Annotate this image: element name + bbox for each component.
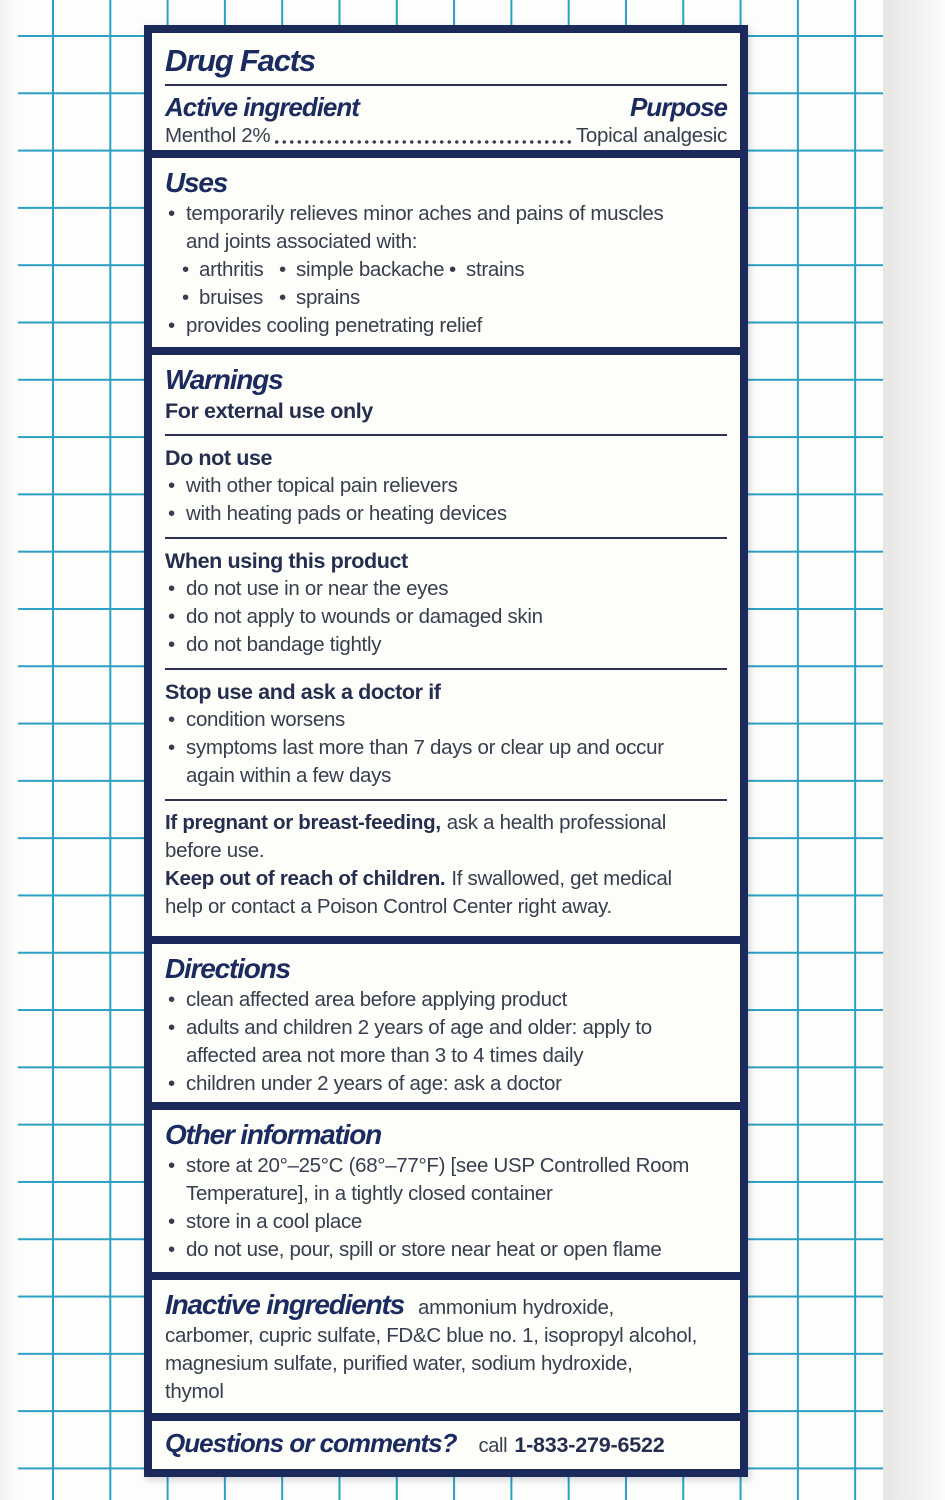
directions-bullet-2: • adults and children 2 years of age and older: apply to bbox=[165, 1014, 727, 1042]
when-using-heading: When using this product bbox=[165, 549, 408, 573]
section-divider bbox=[152, 347, 740, 355]
uses-sub-strains: • strains bbox=[447, 256, 524, 284]
warnings-rule-4 bbox=[165, 799, 727, 801]
active-purpose-row bbox=[165, 92, 727, 122]
stop-use-heading: Stop use and ask a doctor if bbox=[165, 680, 441, 704]
ingredient-name: Menthol 2% bbox=[165, 124, 271, 147]
section-directions bbox=[152, 944, 740, 1102]
children-rest: If swallowed, get medical bbox=[451, 867, 672, 890]
drug-facts-panel bbox=[144, 25, 748, 1477]
pregnant-bold: If pregnant or breast-feeding, bbox=[165, 811, 441, 834]
other-bullet-1-cont: Temperature], in a tightly closed container bbox=[186, 1182, 553, 1205]
warnings-heading: Warnings bbox=[165, 364, 283, 395]
call-label: call bbox=[478, 1435, 508, 1457]
inactive-line-1: ammonium hydroxide, bbox=[417, 1296, 614, 1319]
do-not-use-bullet-1: • with other topical pain relievers bbox=[165, 472, 727, 500]
uses-sub-sprains: • sprains bbox=[277, 284, 360, 312]
active-ingredient-label: Active ingredient bbox=[165, 92, 359, 122]
inactive-heading: Inactive ingredients bbox=[165, 1289, 404, 1320]
drug-facts-title: Drug Facts bbox=[165, 43, 315, 78]
when-using-bullet-3: • do not bandage tightly bbox=[165, 631, 727, 659]
pregnant-line-2: before use. bbox=[165, 839, 265, 862]
when-using-bullet-1: • do not use in or near the eyes bbox=[165, 575, 727, 603]
children-line-1 bbox=[165, 865, 727, 893]
other-bullet-1: • store at 20°–25°C (68°–77°F) [see USP Controlled Room bbox=[165, 1152, 727, 1180]
section-divider bbox=[152, 150, 740, 158]
pregnant-rest: ask a health professional bbox=[446, 811, 667, 834]
inactive-line-2: carbomer, cupric sulfate, FD&C blue no. 1, isopropyl alcohol, bbox=[165, 1324, 698, 1347]
dotted-leader bbox=[273, 122, 573, 150]
section-divider bbox=[152, 1102, 740, 1110]
uses-bullet-1-cont: and joints associated with: bbox=[186, 230, 418, 253]
children-bold: Keep out of reach of children. bbox=[165, 867, 446, 890]
uses-subrow-1 bbox=[165, 256, 727, 284]
ingredient-row bbox=[165, 122, 727, 150]
purpose-label: Purpose bbox=[629, 92, 727, 122]
section-uses bbox=[152, 158, 740, 347]
uses-sub-arthritis: • arthritis bbox=[180, 256, 277, 284]
page-left-edge bbox=[0, 0, 18, 1500]
questions-row bbox=[165, 1428, 727, 1460]
directions-bullet-2-cont: affected area not more than 3 to 4 times daily bbox=[186, 1044, 584, 1067]
section-inactive-ingredients bbox=[152, 1280, 740, 1413]
section-warnings bbox=[152, 355, 740, 936]
other-bullet-3: • do not use, pour, spill or store near heat or open flame bbox=[165, 1236, 727, 1264]
uses-sub-bruises: • bruises bbox=[180, 284, 277, 312]
section-divider bbox=[152, 1413, 740, 1421]
section-header bbox=[152, 33, 740, 150]
children-line-2: help or contact a Poison Control Center right away. bbox=[165, 895, 612, 918]
page-right-edge bbox=[883, 0, 945, 1500]
warnings-rule-1 bbox=[165, 434, 727, 436]
ingredient-purpose: Topical analgesic bbox=[575, 124, 727, 147]
warnings-rule-3 bbox=[165, 668, 727, 670]
questions-heading: Questions or comments? bbox=[165, 1428, 457, 1458]
inactive-line-4: thymol bbox=[165, 1380, 224, 1403]
stop-use-bullet-1: • condition worsens bbox=[165, 706, 727, 734]
uses-bullet-2: • provides cooling penetrating relief bbox=[165, 312, 727, 340]
other-info-heading: Other information bbox=[165, 1119, 382, 1150]
warnings-rule-2 bbox=[165, 537, 727, 539]
uses-heading: Uses bbox=[165, 167, 228, 198]
when-using-bullet-2: • do not apply to wounds or damaged skin bbox=[165, 603, 727, 631]
phone-number: 1-833-279-6522 bbox=[514, 1433, 665, 1457]
stop-use-bullet-2-cont: again within a few days bbox=[186, 764, 392, 787]
do-not-use-heading: Do not use bbox=[165, 446, 273, 470]
inactive-line-3: magnesium sulfate, purified water, sodium hydroxide, bbox=[165, 1352, 633, 1375]
title-rule bbox=[165, 84, 727, 86]
do-not-use-bullet-2: • with heating pads or heating devices bbox=[165, 500, 727, 528]
stop-use-bullet-2: • symptoms last more than 7 days or clear up and occur bbox=[165, 734, 727, 762]
uses-subrow-2 bbox=[165, 284, 727, 312]
inactive-heading-row bbox=[165, 1288, 727, 1322]
section-questions bbox=[152, 1421, 740, 1469]
uses-bullet-1: • temporarily relieves minor aches and pains of muscles bbox=[165, 200, 727, 228]
section-divider bbox=[152, 936, 740, 944]
external-use-text: For external use only bbox=[165, 399, 373, 423]
section-other-information bbox=[152, 1110, 740, 1272]
pregnant-line-1 bbox=[165, 809, 727, 837]
directions-heading: Directions bbox=[165, 953, 290, 984]
other-bullet-2: • store in a cool place bbox=[165, 1208, 727, 1236]
directions-bullet-1: • clean affected area before applying product bbox=[165, 986, 727, 1014]
directions-bullet-3: • children under 2 years of age: ask a doctor bbox=[165, 1070, 727, 1098]
section-divider bbox=[152, 1272, 740, 1280]
uses-sub-backache: • simple backache bbox=[277, 256, 447, 284]
